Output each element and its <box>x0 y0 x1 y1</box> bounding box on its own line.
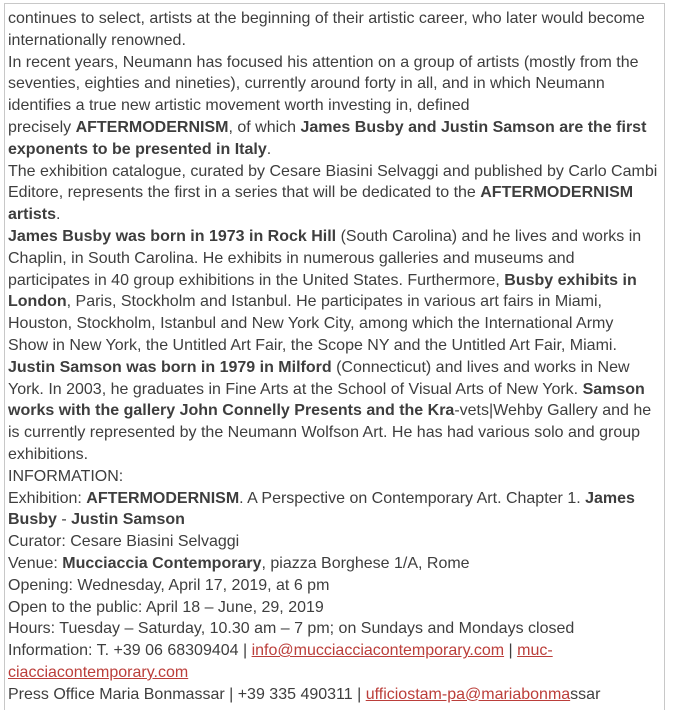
text-line <box>8 139 662 161</box>
text-segment: Curator: Cesare Biasini Selvaggi <box>8 533 240 551</box>
text-segment: is currently represented by the Neumann Wolfson Art. He has had various solo and group <box>8 424 641 442</box>
text-segment: Press Office Maria Bonmassar | +39 335 490311 | <box>8 685 366 703</box>
text-line <box>8 291 662 313</box>
text-segment: In recent years, Neumann has focused his attention on a group of artists (mostly from the <box>8 53 639 71</box>
text-segment: . <box>266 140 272 158</box>
text-segment: INFORMATION: <box>8 467 124 485</box>
text-line <box>8 662 662 684</box>
email-or-url-link[interactable]: info@mucciacciacontemporary.com <box>251 642 505 660</box>
text-segment: internationally renowned. <box>8 31 186 49</box>
text-segment: Information: T. +39 06 68309404 | <box>8 642 252 660</box>
text-line <box>8 73 662 95</box>
text-line <box>8 313 662 335</box>
bold-text-segment: AFTERMODERNISM <box>480 184 634 202</box>
text-segment: continues to select, artists at the beginning of their artistic career, who later would become <box>8 10 645 27</box>
text-segment: Editore, represents the first in a series that will be dedicated to the <box>8 184 481 202</box>
text-line <box>8 204 662 226</box>
text-line <box>8 182 662 204</box>
text-line <box>8 640 662 662</box>
text-segment: York. In 2003, he graduates in Fine Arts at the School of Visual Arts of New York. <box>8 380 583 398</box>
text-segment: -vets|Wehby Gallery and he <box>454 402 652 420</box>
text-line <box>8 379 662 401</box>
bold-text-segment: Justin Samson was born in 1979 in Milford <box>8 358 332 376</box>
text-line <box>8 8 662 30</box>
text-segment: participates in 40 group exhibitions in the United States. Furthermore, <box>8 271 505 289</box>
text-line <box>8 422 662 444</box>
text-line <box>8 335 662 357</box>
text-segment: The exhibition catalogue, curated by Cesare Biasini Selvaggi and published by Carlo Cambi <box>8 162 658 180</box>
bold-text-segment: Mucciaccia Contemporary <box>62 554 262 572</box>
text-segment: . A Perspective on Contemporary Art. Chapter 1. <box>239 489 586 507</box>
text-line <box>8 30 662 52</box>
text-line <box>8 509 662 531</box>
text-segment: Chaplin, in South Carolina. He exhibits in numerous galleries and museums and <box>8 249 575 267</box>
text-line <box>8 597 662 619</box>
bold-text-segment: Busby <box>8 511 57 529</box>
text-line <box>8 270 662 292</box>
text-segment: Venue: <box>8 554 63 572</box>
text-line <box>8 117 662 139</box>
text-segment: ssar <box>570 685 601 703</box>
text-segment: Show in New York, the Untitled Art Fair, the Scope NY and the Untitled Art Fair, Miami. <box>8 336 617 354</box>
email-or-url-link[interactable]: muc- <box>517 642 553 660</box>
text-segment: , Paris, Stockholm and Istanbul. He participates in various art fairs in Miami, <box>66 293 602 311</box>
text-line <box>8 618 662 640</box>
text-line <box>8 466 662 488</box>
bold-text-segment: James Busby and Justin Samson are the first <box>300 118 647 136</box>
text-line <box>8 444 662 466</box>
text-line <box>8 575 662 597</box>
text-line <box>8 357 662 379</box>
bold-text-segment: Samson <box>582 380 645 398</box>
bold-text-segment: works with the gallery John Connelly Presents and the Kra <box>8 402 455 420</box>
text-segment: , piazza Borghese 1/A, Rome <box>261 554 470 572</box>
text-segment: identifies a true new artistic movement worth investing in, defined <box>8 97 470 115</box>
bold-text-segment: AFTERMODERNISM <box>86 489 240 507</box>
text-line <box>8 400 662 422</box>
text-line <box>8 226 662 248</box>
text-segment: (South Carolina) and he lives and works in <box>336 227 642 245</box>
text-segment: seventies, eighties and nineties), currently around forty in all, and in which Neumann <box>8 75 605 93</box>
bold-text-segment: James Busby was born in 1973 in Rock Hill <box>8 227 337 245</box>
document-box <box>4 3 665 710</box>
text-segment: . <box>56 206 61 224</box>
text-line <box>8 52 662 74</box>
text-line <box>8 684 662 706</box>
text-segment: | <box>504 642 518 660</box>
text-line <box>8 553 662 575</box>
text-segment: - <box>56 511 72 529</box>
bold-text-segment: artists <box>8 206 57 224</box>
text-segment: Houston, Stockholm, Istanbul and New York City, among which the International Army <box>8 315 614 333</box>
text-segment: Hours: Tuesday – Saturday, 10.30 am – 7 pm; on Sundays and Mondays closed <box>8 620 575 638</box>
text-segment: (Connecticut) and lives and works in New <box>331 358 630 376</box>
text-segment: exhibitions. <box>8 445 89 463</box>
text-segment: Opening: Wednesday, April 17, 2019, at 6 pm <box>8 576 330 594</box>
text-segment: Open to the public: April 18 – June, 29, 2019 <box>8 598 324 616</box>
bold-text-segment: exponents to be presented in Italy <box>8 140 267 158</box>
text-line <box>8 248 662 270</box>
text-segment: Exhibition: <box>8 489 87 507</box>
bold-text-segment: Justin Samson <box>71 511 185 529</box>
bold-text-segment: AFTERMODERNISM <box>75 118 229 136</box>
bold-text-segment: London <box>8 293 67 311</box>
bold-text-segment: James <box>585 489 635 507</box>
document-body <box>8 8 662 706</box>
email-or-url-link[interactable]: ciacciacontemporary.com <box>8 663 189 681</box>
text-segment: , of which <box>228 118 301 136</box>
text-line <box>8 95 662 117</box>
text-line <box>8 161 662 183</box>
text-segment: precisely <box>8 118 76 136</box>
text-line <box>8 531 662 553</box>
bold-text-segment: Busby exhibits in <box>504 271 637 289</box>
text-line <box>8 488 662 510</box>
email-or-url-link[interactable]: ufficiostam-pa@mariabonma <box>365 685 571 703</box>
